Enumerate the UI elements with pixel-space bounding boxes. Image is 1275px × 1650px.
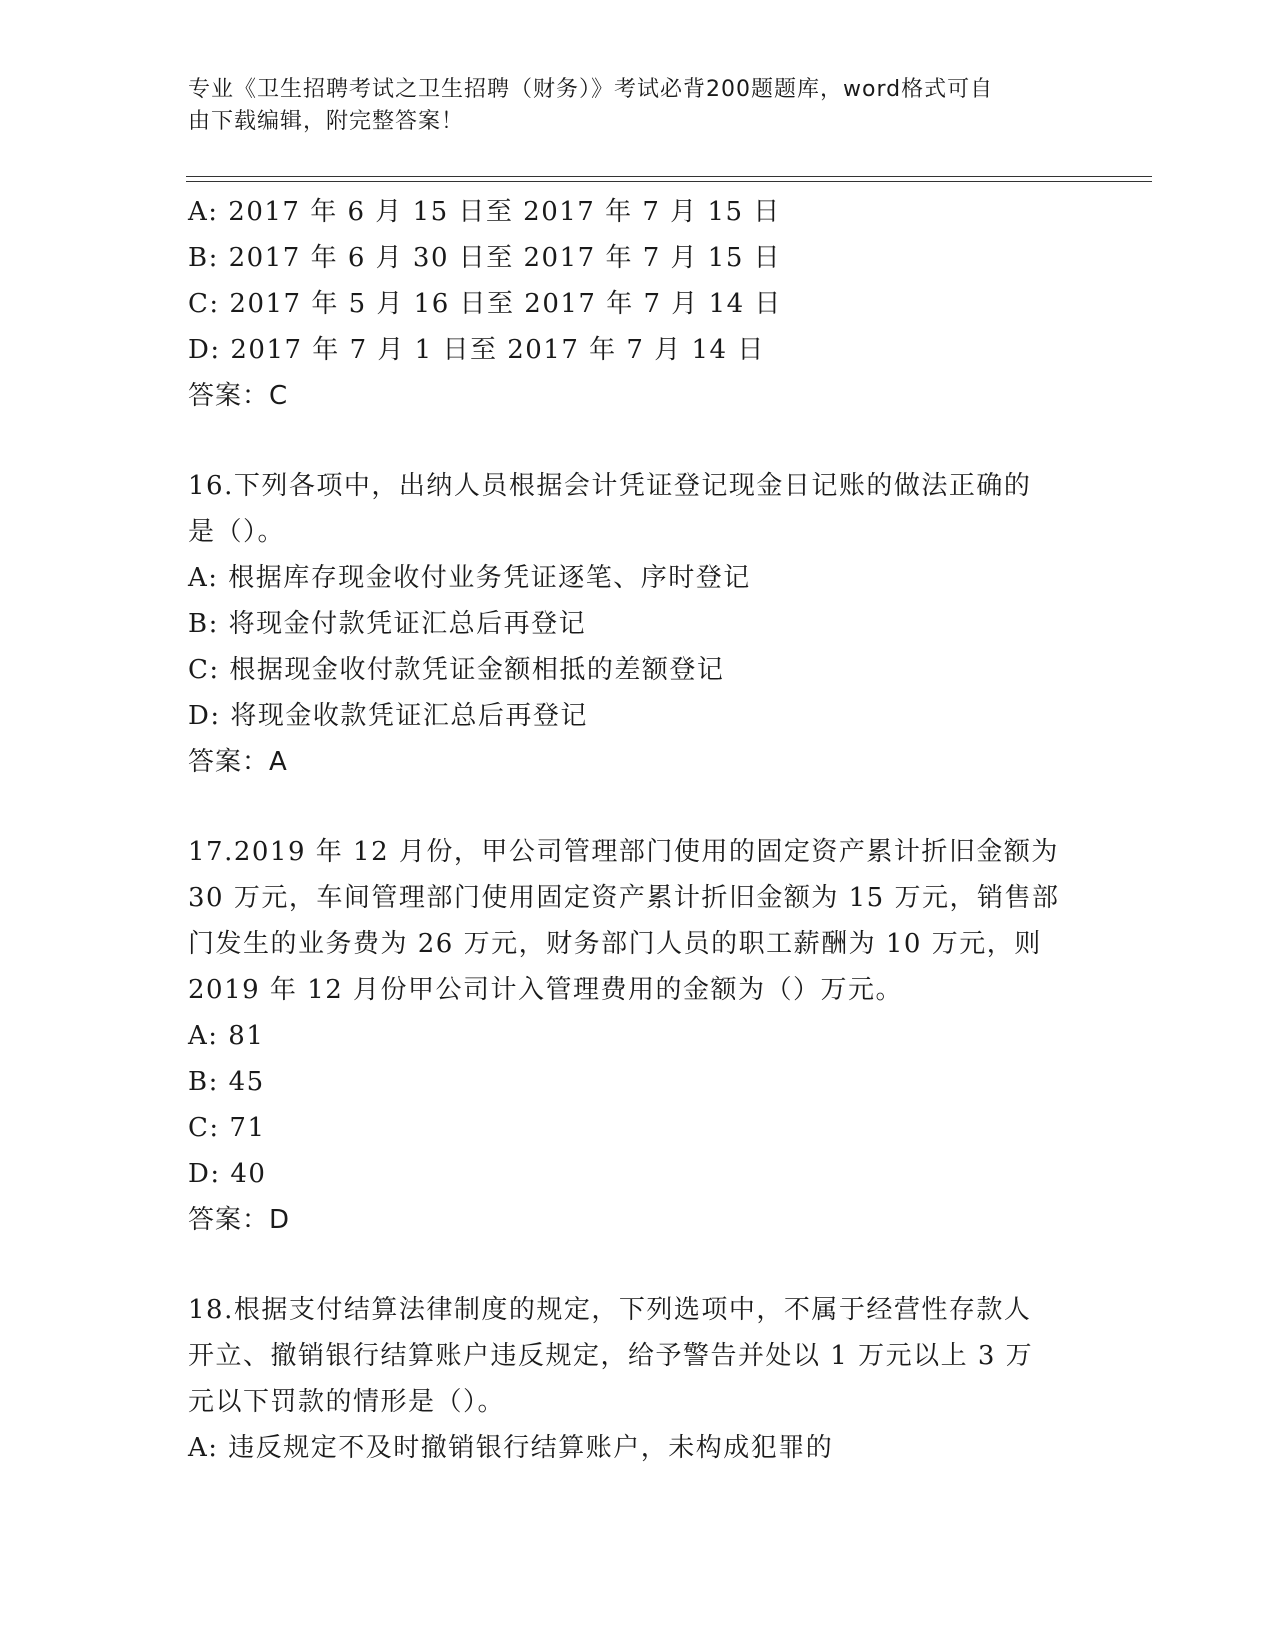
option-d: D: 40 <box>188 1159 267 1189</box>
answer-line: 答案：A <box>188 747 288 777</box>
question-16 <box>188 463 1088 785</box>
header-line-1: 专业《卫生招聘考试之卫生招聘（财务）》考试必背200题题库，word格式可自 <box>188 77 994 102</box>
question-stem <box>188 463 1088 555</box>
option-b: B: 将现金付款凭证汇总后再登记 <box>188 609 587 639</box>
stem-line: 18.根据支付结算法律制度的规定，下列选项中，不属于经营性存款人 <box>188 1295 1032 1325</box>
option-a: A: 2017 年 6 月 15 日至 2017 年 7 月 15 日 <box>188 197 781 227</box>
question-stem <box>188 829 1088 1013</box>
question-stem <box>188 1287 1088 1425</box>
option-c: C: 2017 年 5 月 16 日至 2017 年 7 月 14 日 <box>188 289 782 319</box>
option-a: A: 81 <box>188 1021 265 1051</box>
header-rule-top <box>186 176 1152 177</box>
stem-line: 元以下罚款的情形是（）。 <box>188 1387 506 1417</box>
question-content <box>188 189 1088 1471</box>
option-c: C: 根据现金收付款凭证金额相抵的差额登记 <box>188 655 725 685</box>
question-17 <box>188 829 1088 1243</box>
option-a: A: 违反规定不及时撤销银行结算账户，未构成犯罪的 <box>188 1433 834 1463</box>
answer-line: 答案：C <box>188 381 289 411</box>
option-a: A: 根据库存现金收付业务凭证逐笔、序时登记 <box>188 563 751 593</box>
question-18 <box>188 1287 1088 1471</box>
stem-line: 开立、撤销银行结算账户违反规定，给予警告并处以 1 万元以上 3 万 <box>188 1341 1034 1371</box>
answer-line: 答案：D <box>188 1205 291 1235</box>
option-d: D: 2017 年 7 月 1 日至 2017 年 7 月 14 日 <box>188 335 765 365</box>
stem-line: 是（）。 <box>188 517 286 547</box>
option-d: D: 将现金收款凭证汇总后再登记 <box>188 701 588 731</box>
stem-line: 16.下列各项中，出纳人员根据会计凭证登记现金日记账的做法正确的 <box>188 471 1032 501</box>
header-rule-bottom <box>186 181 1152 182</box>
header-line-2: 由下载编辑，附完整答案！ <box>188 109 465 134</box>
stem-line: 17.2019 年 12 月份，甲公司管理部门使用的固定资产累计折旧金额为 <box>188 837 1059 867</box>
stem-line: 门发生的业务费为 26 万元，财务部门人员的职工薪酬为 10 万元，则 <box>188 929 1042 959</box>
option-b: B: 45 <box>188 1067 265 1097</box>
stem-line: 2019 年 12 月份甲公司计入管理费用的金额为（）万元。 <box>188 975 904 1005</box>
question-15-continued <box>188 189 1088 419</box>
option-b: B: 2017 年 6 月 30 日至 2017 年 7 月 15 日 <box>188 243 782 273</box>
option-c: C: 71 <box>188 1113 266 1143</box>
stem-line: 30 万元，车间管理部门使用固定资产累计折旧金额为 15 万元，销售部 <box>188 883 1060 913</box>
document-header <box>188 74 1068 138</box>
